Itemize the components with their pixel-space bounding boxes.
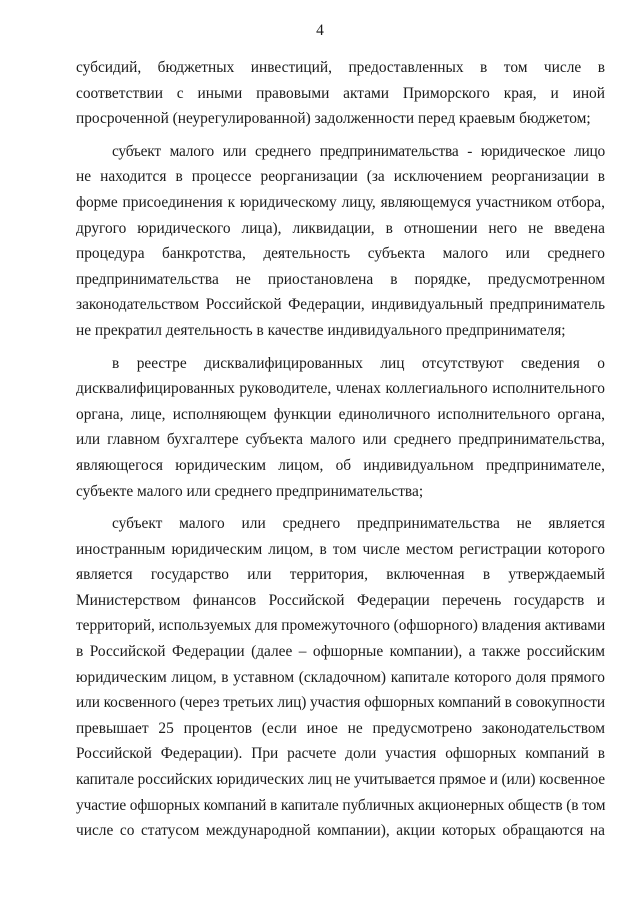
page-number: 4: [316, 22, 324, 39]
text-line: просроченной (неурегулированной) задолженности перед краевым бюджетом;: [76, 110, 591, 128]
text-line: не находится в процессе реорганизации (за исключением реорганизации в: [76, 168, 605, 186]
text-line: субъекте малого или среднего предпринимательства;: [76, 482, 424, 500]
paragraph: [76, 351, 605, 505]
text-line: юридическим лицом, в уставном (складочном) капитале которого доля прямого: [76, 668, 605, 686]
text-line: превышает 25 процентов (если иное не предусмотрено законодательством: [76, 719, 605, 737]
text-line: являющегося юридическим лицом, об индивидуальном предпринимателе,: [76, 456, 605, 474]
paragraph: [76, 139, 605, 344]
text-line: участие офшорных компаний в капитале публичных акционерных обществ (в том: [76, 796, 606, 814]
paragraph: [76, 511, 605, 844]
text-line: Министерством финансов Российской Федерации перечень государств и: [76, 591, 605, 609]
text-line: или косвенного (через третьих лиц) участия офшорных компаний в совокупности: [76, 694, 605, 712]
text-line: субсидий, бюджетных инвестиций, предоставленных в том числе в: [76, 59, 605, 76]
text-line: числе со статусом международной компании), акции которых обращаются на: [76, 822, 605, 840]
text-line: Российской Федерации). При расчете доли участия офшорных компаний в: [76, 745, 605, 763]
text-line: форме присоединения к юридическому лицу, являющемуся участником отбора,: [76, 193, 605, 211]
text-line: иностранным юридическим лицом, в том числе местом регистрации которого: [76, 540, 605, 558]
document-body: [76, 55, 605, 851]
text-line: или главном бухгалтере субъекта малого или среднего предпринимательства,: [76, 431, 605, 449]
text-line: субъект малого или среднего предпринимательства не является: [112, 515, 605, 533]
text-line: предпринимательства не приостановлена в порядке, предусмотренном: [76, 270, 605, 288]
text-line: законодательством Российской Федерации, индивидуальный предприниматель: [76, 296, 605, 314]
text-line: капитале российских юридических лиц не учитывается прямое и (или) косвенное: [76, 771, 605, 789]
text-line: соответствии с иными правовыми актами Приморского края, и иной: [76, 84, 605, 102]
text-line: не прекратил деятельность в качестве индивидуального предпринимателя;: [76, 321, 566, 339]
text-line: территорий, используемых для промежуточного (офшорного) владения активами: [76, 617, 606, 635]
text-line: другого юридического лица), ликвидации, в отношении него не введена: [76, 219, 605, 237]
text-line: субъект малого или среднего предпринимательства - юридическое лицо: [112, 142, 605, 160]
text-line: дисквалифицированных руководителе, членах коллегиального исполнительного: [76, 380, 605, 398]
text-line: в реестре дисквалифицированных лиц отсутствуют сведения о: [112, 354, 605, 372]
paragraph: [76, 55, 605, 132]
text-line: в Российской Федерации (далее – офшорные компании), а также российским: [76, 643, 605, 661]
text-line: является государство или территория, включенная в утверждаемый: [76, 566, 605, 584]
text-line: органа, лице, исполняющем функции единоличного исполнительного органа,: [76, 405, 605, 423]
text-line: процедура банкротства, деятельность субъекта малого или среднего: [76, 245, 605, 263]
